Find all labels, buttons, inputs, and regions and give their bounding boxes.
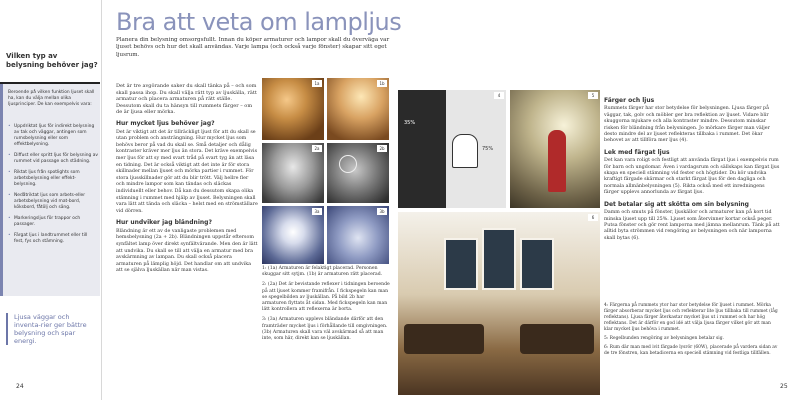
photo-3b — [327, 206, 389, 264]
lead-paragraph: Planera din belysning omsorgsfullt. Innan du köper armaturer och lampor skall du överväga var ljuset behövs och hur det skall användas. Varje lampa (och också varje fönster) skapar sitt eget ljusrum. — [116, 37, 390, 58]
paragraph: Det kan vara roligt och festligt att använda färgat ljus i exempelvis rum för barn och ungdomar. Även i vardagsrum och sällskaps kan färgat ljus skapa en speciell stämning vid fester och högtider. Du kör undvika kraftigt färgade skärmar och starkt färgat ljus för den dagliga och normala allmänbelysningen (5). Rikta också med ett inredningens färger upplevs annorlunda av färgat ljus. — [604, 158, 780, 196]
photo-tag: 3b — [377, 208, 387, 215]
photo-3a — [262, 206, 324, 264]
photo-tag: 1a — [312, 80, 322, 87]
wall-shade — [398, 90, 446, 208]
figure-note: 5: Regelbunden rengöring av belysningen betalar sig. — [604, 336, 724, 341]
page-title: Bra att veta om lampljus — [116, 8, 402, 36]
photo-2a — [262, 143, 324, 203]
sofa — [520, 324, 594, 354]
photo-5 — [510, 90, 600, 208]
photo-tag: 6 — [588, 214, 598, 221]
body-column-right — [604, 93, 780, 244]
photo-2b — [327, 143, 389, 203]
photo-1a — [262, 78, 324, 140]
paragraph: Bländning är ett av de vanligaste problemen med hemsbelysning (2a + 2b). Bländningen uppstår eftersom synfältet lamp över direkt synfältvärande. Men den är lätt att undvika. Du skall se till att välja en armatur med bra avskärmning av lampan. Du skall också placera armaturen på lämplig höjd. Det handlar om att undvika att se själva ljuskällan när man vistas. — [116, 228, 258, 274]
photo-6 — [398, 212, 600, 395]
figure-note: 4: Färgerna på rummets ytor har stor betydelse för ljuset i rummet. Mörka färger absorberar mycket ljus och reflekterar lite ljus tillbaka till rummet (låg reflektans). Ljusa färger återkastar mycket ljus ut i rummet och har hög reflektans. Det är därför en god idé att välja ljusa färger vilket gör att man klar mycket ljus behöva i rummet. — [604, 303, 778, 332]
figure-notes — [604, 303, 780, 360]
photo-tag: 3a — [312, 208, 322, 215]
caption: 2: (2a) Det är bevistande reflexer i tidningen beroende på att ljuset kommer framifrån. I fickspegeln kan man se spegelbilden av ljuskällan. På bild 2b har armaturen flyttats åt sidan. Med fickspegeln kan man lätt kontrollera att reflexerna är borta. — [262, 282, 390, 313]
page-number-right: 25 — [780, 383, 788, 390]
window — [444, 238, 478, 290]
percent-label: 75% — [482, 146, 494, 152]
mirror-icon — [339, 155, 357, 173]
photo-tag: 2a — [312, 145, 322, 152]
list-item: • Nedåtriktat ljus som arbets-eller arbetsbelysning vid mat-bord, köksbord, fåtölj och säng. — [8, 193, 98, 211]
section-heading: Lek med färgat ljus — [604, 148, 670, 156]
percent-label: 35% — [404, 120, 416, 126]
paragraph: Det är tre avgörande saker du skall tänka på – och som skall passa ihop. Du skall välja rätt typ av ljuskälla, rätt armatur och placera armaturen på rätt ställe. Dessutom skall du ta hänsyn till rummets färger – om de är ljusa eller mörka. — [116, 83, 257, 116]
photo-captions — [262, 266, 390, 346]
photo-tag: 4 — [494, 92, 504, 99]
sidebar-tip: Ljusa väggar och inventa-rier ger bättre belysning och spar energi. — [6, 313, 98, 345]
section-heading: Färger och ljus — [604, 97, 655, 104]
window — [482, 228, 516, 290]
list-item: • Uppdriktat ljus för indirekt belysning av tak och väggar, antingen som rumsbelysning eller som effektbelysning. — [8, 124, 98, 148]
list-item: • Färgat ljus i landtrummet eller till fest, fys och stämning. — [8, 233, 98, 245]
section-heading: Det betalar sig att skötta om sin belysning — [604, 200, 749, 208]
sidebar-intro: Beroende på vilken funktion ljuset skall ha, kan du välja mellan olika ljusprinciper. De kan exempelvis vara: — [8, 90, 95, 107]
figure-note: 6: Rum där man med ivit färgade lysrör (60W), placerade på vardera sidan av de tre fönstren, kan betadicerna en speciell stämning vid festliga tillfällen. — [604, 345, 778, 356]
section-heading: Hur mycket ljus behöver jag? — [116, 119, 215, 127]
window — [520, 238, 554, 290]
photo-tag: 1b — [377, 80, 387, 87]
sidebar-question: Vilken typ av belysning behöver jag? — [6, 52, 98, 69]
list-item: • Riktat ljus från spotlights som arbetsbelysning eller effekt-belysning. — [8, 170, 98, 188]
paragraph: Rummets färger har stor betydelse för belysningen. Ljusa färger på väggar, tak, golv och möbler ger bra reflektion av ljuset. Vidare blir skuggorna mjukare och alla kontraster mindre. Dessutom minskar risken för bländning från belysningen. Jo mörkare färger man väljer desto mindre del av ljuset reflekteras tillbaka i rummet. Det ökar behovet av att tillföra mer ljus (4). — [604, 106, 770, 144]
photo-1b — [327, 78, 389, 140]
photo-tag: 5 — [588, 92, 598, 99]
caption: 3: (3a) Armaturen upplevs bländande därför att den framträder mycket ljus i förhållande till omgivningen. (3b) Armaturen skall vara väl avskärmad så att man inte, som här, direkt kan se ljuskällan. — [262, 317, 388, 342]
paragraph: Det är viktigt att det är tillräckligt ljust för att du skall se utan problem och ansträngning. Hur mycket ljus som behövs beror på vad du skall se. Små detaljer och dålig kontraster kräver mer ljus än stora. Det kräve exempelvis mer ljus för att sy med svart tråd på svart tyg än att läsa en tidning. Det är också viktigt att det inte är för stora skillnader mellan ljuset och mörka partier i rummet. För stora ljusskillnader gör att du blir trött. Välj hellre fler och mindre lampor som kan tändas och släckas individuellt eller behov. Då kan du dessutom skapa olika stämning i rummet med hjälp av ljuset. Belysningen skall vara lätt att tända och släcka – helst med en strömställare vid dörren. — [116, 129, 258, 214]
sidebar — [0, 0, 102, 400]
paragraph: Damm och smuts på fönster, ljuskällor och armaturer kan på kort tid minska ljuset upp till 25%. Ljuset som återvinner kortar också peger. Putsa fönster och gör rent lamporna med jämna mellanrum. Tänk på att alltid byta strömmen vid rengöring av belysningen och när lamporna skall bytas (6). — [604, 210, 780, 241]
caption: 1: (1a) Armaturen är felaktigt placerad. Personen skuggar sitt sytjm. (1b) är armaturen rätt placerad. — [262, 266, 383, 278]
person-figure — [548, 130, 566, 192]
person-silhouette — [452, 134, 478, 168]
lighting-type-list — [8, 124, 98, 250]
section-heading: Hur undviker jag bländning? — [116, 219, 212, 227]
page-number-left: 24 — [16, 383, 24, 390]
body-column-left — [116, 83, 258, 278]
list-item: • Markeringsljus för trappor och passager. — [8, 216, 98, 228]
sofa — [404, 324, 484, 354]
list-item: • Diffust eller spritt ljus för belysning av rummet vid passage och städning. — [8, 153, 98, 165]
photo-tag: 2b — [377, 145, 387, 152]
illustration-4 — [398, 90, 506, 208]
